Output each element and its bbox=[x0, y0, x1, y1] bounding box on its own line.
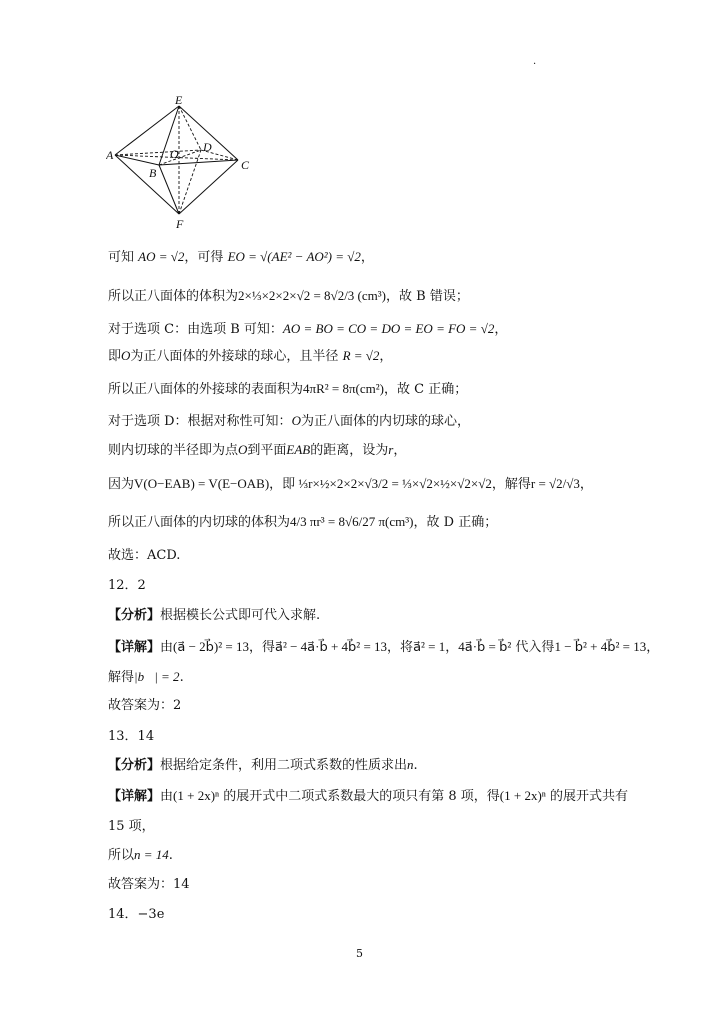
section-12-heading: 12．2 bbox=[108, 578, 146, 593]
vertex-label-D: D bbox=[203, 140, 212, 154]
vertex-label-A: A bbox=[106, 148, 114, 162]
answer-13: 故答案为：14 bbox=[108, 877, 190, 892]
vertex-label-O: O bbox=[170, 147, 179, 161]
section-14-heading: 14．−3e bbox=[108, 907, 165, 922]
text-line-8: 因为V(O−EAB) = V(E−OAB)，即 ⅓r×½×2×2×√3/2 = ⅓×√2×½×√2×√2，解得r = √2/√3， bbox=[108, 476, 593, 492]
text-line-2: 所以正八面体的体积为2×⅓×2×2×√2 = 8√2/3 (cm³)，故 B 错误； bbox=[108, 288, 469, 304]
header-mark: . bbox=[533, 56, 537, 67]
vertex-label-E: E bbox=[175, 94, 183, 107]
vertex-label-B: B bbox=[149, 166, 157, 180]
vertex-label-F: F bbox=[176, 217, 184, 231]
text-line-10: 故选：ACD. bbox=[108, 548, 181, 563]
detail-13-cont: 15 项， bbox=[108, 819, 155, 834]
detail-12: 【详解】由(a⃗ − 2b⃗)² = 13，得a⃗² − 4a⃗·b⃗ + 4b⃗² = 13，将a⃗² = 1，4a⃗·b⃗ = b⃗² 代入得1 − b⃗² + 4b⃗² = 13， bbox=[108, 639, 660, 655]
text-line-5: 所以正八面体的外接球的表面积为4πR² = 8π(cm²)，故 C 正确； bbox=[108, 381, 468, 397]
text-line-4: 即O为正八面体的外接球的球心，且半径 R = √2， bbox=[108, 348, 393, 364]
text-line-7: 则内切球的半径即为点O到平面EAB的距离，设为r， bbox=[108, 442, 407, 458]
section-13-heading: 13．14 bbox=[108, 729, 155, 744]
detail-13: 【详解】由(1 + 2x)ⁿ 的展开式中二项式系数最大的项只有第 8 项，得(1 + 2x)ⁿ 的展开式共有 bbox=[108, 788, 629, 804]
octahedron-figure bbox=[106, 94, 266, 234]
text-line-3: 对于选项 C：由选项 B 可知：AO = BO = CO = DO = EO = FO = √2， bbox=[108, 321, 508, 337]
text-line-9: 所以正八面体的内切球的体积为4/3 πr³ = 8√6/27 π(cm³)，故 D 正确； bbox=[108, 514, 498, 530]
vertex-label-C: C bbox=[241, 158, 250, 172]
page-number: 5 bbox=[356, 947, 363, 960]
analysis-12: 【分析】根据模长公式即可代入求解. bbox=[108, 608, 321, 623]
detail-13-result: 所以n = 14. bbox=[108, 847, 173, 863]
analysis-13: 【分析】根据给定条件，利用二项式系数的性质求出n. bbox=[108, 757, 418, 773]
detail-12-result: 解得|b⃗| = 2. bbox=[108, 669, 184, 685]
answer-12: 故答案为：2 bbox=[108, 698, 182, 713]
text-line-6: 对于选项 D：根据对称性可知：O为正八面体的内切球的球心， bbox=[108, 413, 470, 429]
text-line-1: 可知 AO = √2，可得 EO = √(AE² − AO²) = √2， bbox=[108, 249, 374, 265]
